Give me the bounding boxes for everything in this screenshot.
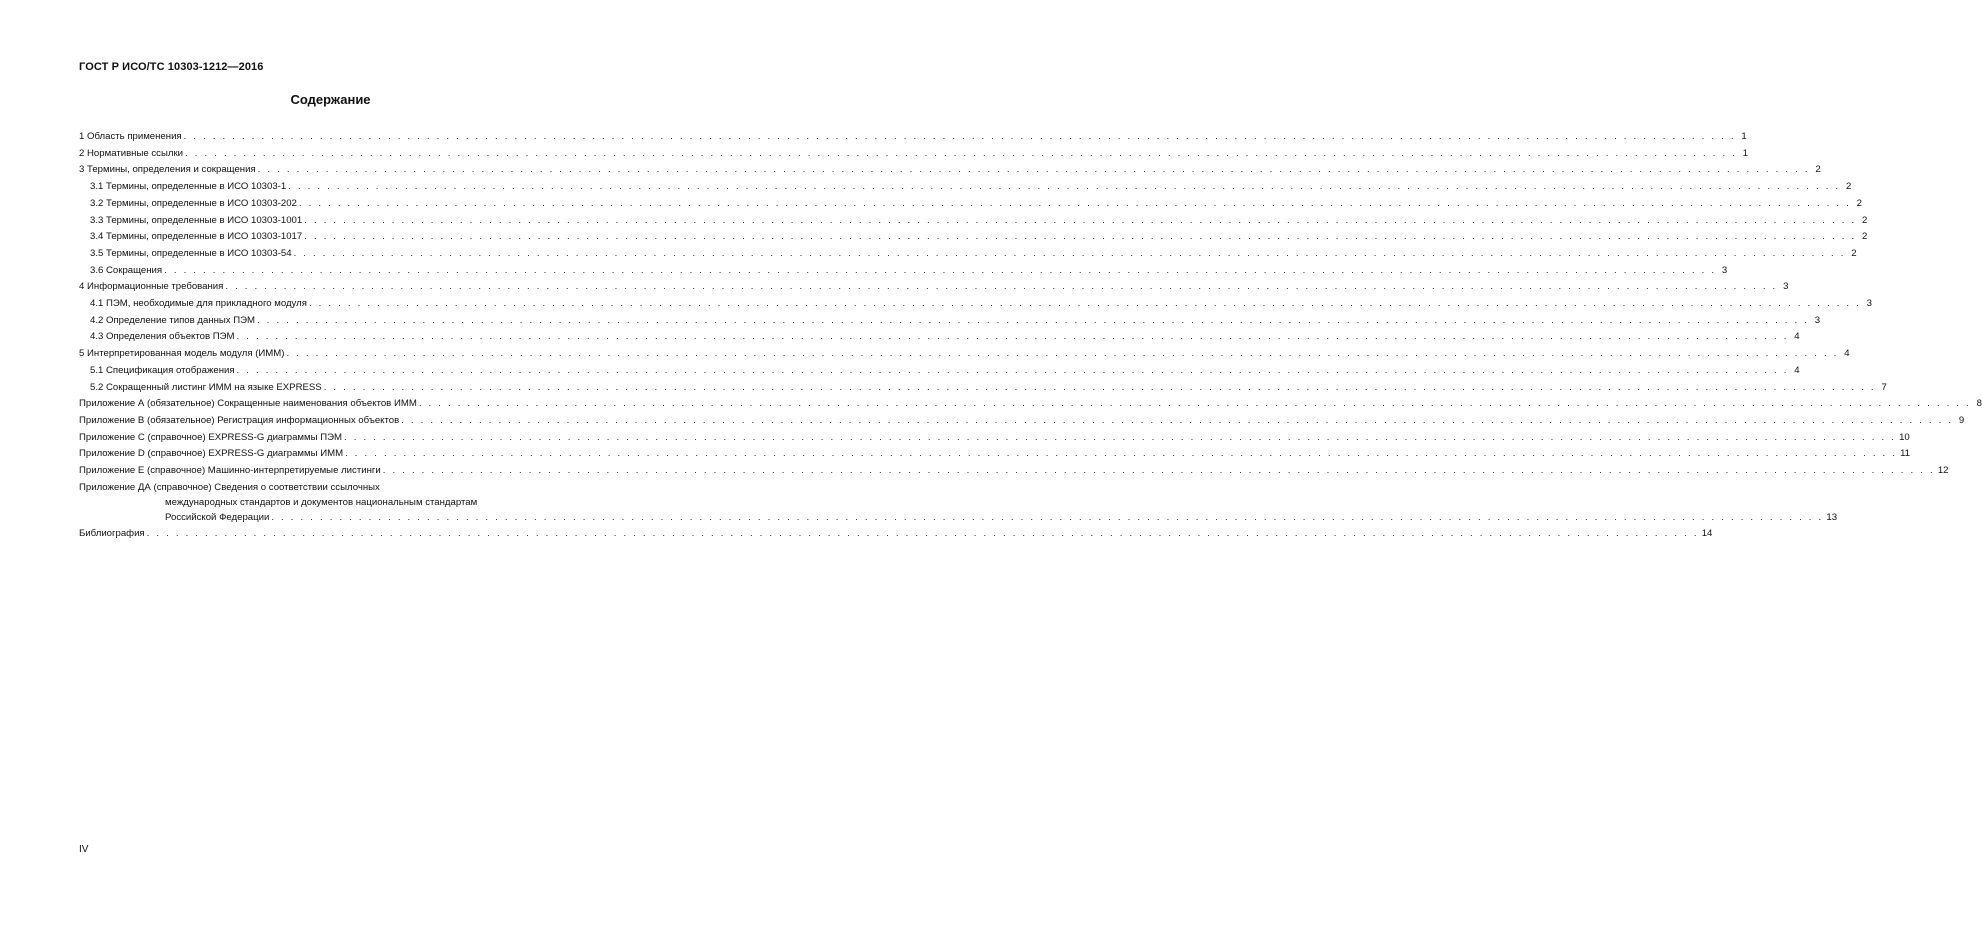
dot-leader: . . . . . . . . . . . . . . . . . . . . . . . . . . . . . . . . . . . . . . . . . . . . . . . . . . . . . . . . . . . . . . . . . . . . . . . . . . . . . . . . . . . . . . . . . . . . . . . . . . . . . . . . . . . . . . . . . . . . . . . . . . . . . . . . . . . . . . . . . . . . . . . . . . . . . . . . . . . . . . . . <box>304 231 1857 243</box>
toc-entry[interactable] <box>90 314 1821 328</box>
toc-entry[interactable] <box>79 163 1821 177</box>
toc-entry-page: 2 <box>1861 231 1868 243</box>
dot-leader: . . . . . . . . . . . . . . . . . . . . . . . . . . . . . . . . . . . . . . . . . . . . . . . . . . . . . . . . . . . . . . . . . . . . . . . . . . . . . . . . . . . . . . . . . . . . . . . . . . . . . . . . . . . . . . . . . . . . . . . . . . . . . . . . . . . . . . . . . . . . . . . . . . . . . . . . . . . . . . . . <box>225 281 1778 293</box>
toc-entry-label: 4 Информационные требования <box>79 281 224 293</box>
dot-leader: . . . . . . . . . . . . . . . . . . . . . . . . . . . . . . . . . . . . . . . . . . . . . . . . . . . . . . . . . . . . . . . . . . . . . . . . . . . . . . . . . . . . . . . . . . . . . . . . . . . . . . . . . . . . . . . . . . . . . . . . . . . . . . . . . . . . . . . . . . . . . . . . . . . . . . . . . . . . . . . . <box>271 511 1824 523</box>
toc-entry[interactable] <box>90 330 1800 344</box>
dot-leader: . . . . . . . . . . . . . . . . . . . . . . . . . . . . . . . . . . . . . . . . . . . . . . . . . . . . . . . . . . . . . . . . . . . . . . . . . . . . . . . . . . . . . . . . . . . . . . . . . . . . . . . . . . . . . . . . . . . . . . . . . . . . . . . . . . . . . . . . . . . . . . . . . . . . . . . . . . . . . . . . <box>183 131 1736 142</box>
toc-entry-label: Приложение А (обязательное) Сокращенные наименования объектов ИММ <box>79 398 417 410</box>
toc-entry-page: 4 <box>1794 331 1800 343</box>
toc-entry-page: 7 <box>1881 381 1887 393</box>
dot-leader: . . . . . . . . . . . . . . . . . . . . . . . . . . . . . . . . . . . . . . . . . . . . . . . . . . . . . . . . . . . . . . . . . . . . . . . . . . . . . . . . . . . . . . . . . . . . . . . . . . . . . . . . . . . . . . . . . . . . . . . . . . . . . . . . . . . . . . . . . . . . . . . . . . . . . . . . . . . . . . . . <box>286 348 1839 360</box>
dot-leader: . . . . . . . . . . . . . . . . . . . . . . . . . . . . . . . . . . . . . . . . . . . . . . . . . . . . . . . . . . . . . . . . . . . . . . . . . . . . . . . . . . . . . . . . . . . . . . . . . . . . . . . . . . . . . . . . . . . . . . . . . . . . . . . . . . . . . . . . . . . . . . . . . . . . . . . . . . . . . . . . <box>298 197 1851 209</box>
toc-entry[interactable] <box>79 431 1910 445</box>
toc-entry-label: Российской Федерации <box>165 511 270 523</box>
toc-entry[interactable] <box>90 197 1862 211</box>
toc-entry-label: 2 Нормативные ссылки <box>79 147 184 159</box>
dot-leader: . . . . . . . . . . . . . . . . . . . . . . . . . . . . . . . . . . . . . . . . . . . . . . . . . . . . . . . . . . . . . . . . . . . . . . . . . . . . . . . . . . . . . . . . . . . . . . . . . . . . . . . . . . . . . . . . . . . . . . . . . . . . . . . . . . . . . . . . . . . . . . . . . . . . . . . . . . . . . . . . <box>185 147 1738 159</box>
toc-entry-page: 2 <box>1845 181 1852 193</box>
toc-entry-page: 2 <box>1856 197 1862 209</box>
toc-entry-page: 12 <box>1937 465 1949 476</box>
toc-entry-label: Приложение С (справочное) EXPRESS-G диаграммы ПЭМ <box>79 431 342 443</box>
toc-entry-label: 4.3 Определения объектов ПЭМ <box>90 331 235 343</box>
toc-entry-page: 3 <box>1721 264 1728 276</box>
toc-entry-page: 11 <box>1900 448 1911 460</box>
toc-entry-page: 4 <box>1794 364 1800 376</box>
toc-entry[interactable] <box>90 297 1873 311</box>
toc-entry-bibliography[interactable] <box>79 527 1713 541</box>
toc-entry-page: 13 <box>1826 511 1838 523</box>
toc-entry[interactable] <box>79 464 1949 478</box>
toc-entry-label: 4.1 ПЭМ, необходимые для прикладного модуля <box>90 298 307 309</box>
toc-entry[interactable] <box>79 280 1789 294</box>
toc-entry-label: 3.5 Термины, определенные в ИСО 10303-54 <box>90 247 292 259</box>
toc-entry-label: 5 Интерпретированная модель модуля (ИММ) <box>79 348 285 360</box>
toc-entry-page: 3 <box>1783 281 1789 293</box>
toc-entry-label: 3.2 Термины, определенные в ИСО 10303-202 <box>90 197 297 209</box>
dot-leader: . . . . . . . . . . . . . . . . . . . . . . . . . . . . . . . . . . . . . . . . . . . . . . . . . . . . . . . . . . . . . . . . . . . . . . . . . . . . . . . . . . . . . . . . . . . . . . . . . . . . . . . . . . . . . . . . . . . . . . . . . . . . . . . . . . . . . . . . . . . . . . . . . . . . . . . . . . . . . . . . <box>401 414 1954 426</box>
toc-entry[interactable] <box>90 364 1800 378</box>
toc-entry-page: 1 <box>1741 131 1747 142</box>
toc-entry[interactable] <box>79 397 1982 411</box>
toc-entry-label: Приложение Е (справочное) Машинно-интерпретируемые листинги <box>79 465 381 476</box>
toc-entry-page: 10 <box>1899 431 1910 443</box>
toc-entry-page: 2 <box>1815 164 1821 176</box>
dot-leader: . . . . . . . . . . . . . . . . . . . . . . . . . . . . . . . . . . . . . . . . . . . . . . . . . . . . . . . . . . . . . . . . . . . . . . . . . . . . . . . . . . . . . . . . . . . . . . . . . . . . . . . . . . . . . . . . . . . . . . . . . . . . . . . . . . . . . . . . . . . . . . . . . . . . . . . . . . . . . . . . <box>308 298 1862 309</box>
toc-entry-page: 2 <box>1861 214 1868 226</box>
dot-leader: . . . . . . . . . . . . . . . . . . . . . . . . . . . . . . . . . . . . . . . . . . . . . . . . . . . . . . . . . . . . . . . . . . . . . . . . . . . . . . . . . . . . . . . . . . . . . . . . . . . . . . . . . . . . . . . . . . . . . . . . . . . . . . . . . . . . . . . . . . . . . . . . . . . . . . . . . . . . . . . . <box>323 381 1876 393</box>
toc-entry-page: 14 <box>1701 528 1713 540</box>
dot-leader: . . . . . . . . . . . . . . . . . . . . . . . . . . . . . . . . . . . . . . . . . . . . . . . . . . . . . . . . . . . . . . . . . . . . . . . . . . . . . . . . . . . . . . . . . . . . . . . . . . . . . . . . . . . . . . . . . . . . . . . . . . . . . . . . . . . . . . . . . . . . . . . . . . . . . . . . . . . . . . . . <box>343 431 1897 443</box>
toc-entry[interactable] <box>90 180 1852 194</box>
toc-entry[interactable] <box>90 264 1728 278</box>
toc-entry-label: 3.3 Термины, определенные в ИСО 10303-1001 <box>90 214 303 226</box>
toc-entry-label: Библиография <box>79 528 145 540</box>
toc-entry-label: 3 Термины, определения и сокращения <box>79 164 256 176</box>
page-title: Содержание <box>290 92 371 107</box>
toc-entry-page: 1 <box>1742 147 1749 159</box>
dot-leader: . . . . . . . . . . . . . . . . . . . . . . . . . . . . . . . . . . . . . . . . . . . . . . . . . . . . . . . . . . . . . . . . . . . . . . . . . . . . . . . . . . . . . . . . . . . . . . . . . . . . . . . . . . . . . . . . . . . . . . . . . . . . . . . . . . . . . . . . . . . . . . . . . . . . . . . . . . . . . . . . <box>236 364 1789 376</box>
toc-entry[interactable] <box>79 447 1911 461</box>
toc-entry-annex-da-line2: международных стандартов и документов национальным стандартам <box>165 496 478 508</box>
toc-entry-page: 4 <box>1844 348 1850 360</box>
toc-entry[interactable] <box>90 381 1887 395</box>
toc-entry-label: Приложение В (обязательное) Регистрация информационных объектов <box>79 414 400 426</box>
toc-entry-label: 4.2 Определение типов данных ПЭМ <box>90 314 256 326</box>
toc-entry-page: 2 <box>1851 247 1857 259</box>
toc-entry-label: 3.6 Сокращения <box>90 264 163 276</box>
toc-entry-page: 3 <box>1814 314 1821 326</box>
toc-entry-label: Приложение D (справочное) EXPRESS-G диаграммы ИММ <box>79 448 344 460</box>
toc-entry-label: 3.4 Термины, определенные в ИСО 10303-1017 <box>90 231 303 243</box>
toc-entry-label: 5.2 Сокращенный листинг ИММ на языке EXPRESS <box>90 381 322 393</box>
toc-entry-page: 8 <box>1976 398 1982 410</box>
toc-entry-page: 9 <box>1958 414 1965 426</box>
toc-entry[interactable] <box>79 147 1749 161</box>
dot-leader: . . . . . . . . . . . . . . . . . . . . . . . . . . . . . . . . . . . . . . . . . . . . . . . . . . . . . . . . . . . . . . . . . . . . . . . . . . . . . . . . . . . . . . . . . . . . . . . . . . . . . . . . . . . . . . . . . . . . . . . . . . . . . . . . . . . . . . . . . . . . . . . . . . . . . . . . . . . . . . . . <box>146 528 1699 540</box>
toc-entry[interactable] <box>79 130 1747 144</box>
toc-entry[interactable] <box>90 230 1868 244</box>
toc-entry-page: 3 <box>1866 298 1873 309</box>
dot-leader: . . . . . . . . . . . . . . . . . . . . . . . . . . . . . . . . . . . . . . . . . . . . . . . . . . . . . . . . . . . . . . . . . . . . . . . . . . . . . . . . . . . . . . . . . . . . . . . . . . . . . . . . . . . . . . . . . . . . . . . . . . . . . . . . . . . . . . . . . . . . . . . . . . . . . . . . . . . . . . . . <box>236 331 1789 343</box>
dot-leader: . . . . . . . . . . . . . . . . . . . . . . . . . . . . . . . . . . . . . . . . . . . . . . . . . . . . . . . . . . . . . . . . . . . . . . . . . . . . . . . . . . . . . . . . . . . . . . . . . . . . . . . . . . . . . . . . . . . . . . . . . . . . . . . . . . . . . . . . . . . . . . . . . . . . . . . . . . . . . . . . <box>418 398 1971 410</box>
toc-entry-annex-da-line3[interactable] <box>165 511 1838 525</box>
toc-entry-annex-da-line1[interactable]: Приложение ДА (справочное) Сведения о соответствии ссылочных <box>79 481 380 493</box>
dot-leader: . . . . . . . . . . . . . . . . . . . . . . . . . . . . . . . . . . . . . . . . . . . . . . . . . . . . . . . . . . . . . . . . . . . . . . . . . . . . . . . . . . . . . . . . . . . . . . . . . . . . . . . . . . . . . . . . . . . . . . . . . . . . . . . . . . . . . . . . . . . . . . . . . . . . . . . . . . . . . . . . <box>164 264 1717 276</box>
toc-entry-label: 3.1 Термины, определенные в ИСО 10303-1 <box>90 181 287 193</box>
dot-leader: . . . . . . . . . . . . . . . . . . . . . . . . . . . . . . . . . . . . . . . . . . . . . . . . . . . . . . . . . . . . . . . . . . . . . . . . . . . . . . . . . . . . . . . . . . . . . . . . . . . . . . . . . . . . . . . . . . . . . . . . . . . . . . . . . . . . . . . . . . . . . . . . . . . . . . . . . . . . . . . . <box>382 465 1935 476</box>
dot-leader: . . . . . . . . . . . . . . . . . . . . . . . . . . . . . . . . . . . . . . . . . . . . . . . . . . . . . . . . . . . . . . . . . . . . . . . . . . . . . . . . . . . . . . . . . . . . . . . . . . . . . . . . . . . . . . . . . . . . . . . . . . . . . . . . . . . . . . . . . . . . . . . . . . . . . . . . . . . . . . . . <box>293 247 1846 259</box>
document-header: ГОСТ Р ИСО/ТС 10303-1212—2016 <box>79 61 264 73</box>
dot-leader: . . . . . . . . . . . . . . . . . . . . . . . . . . . . . . . . . . . . . . . . . . . . . . . . . . . . . . . . . . . . . . . . . . . . . . . . . . . . . . . . . . . . . . . . . . . . . . . . . . . . . . . . . . . . . . . . . . . . . . . . . . . . . . . . . . . . . . . . . . . . . . . . . . . . . . . . . . . . . . . . <box>257 314 1810 326</box>
toc-entry[interactable] <box>79 414 1965 428</box>
page-number: IV <box>79 844 89 855</box>
dot-leader: . . . . . . . . . . . . . . . . . . . . . . . . . . . . . . . . . . . . . . . . . . . . . . . . . . . . . . . . . . . . . . . . . . . . . . . . . . . . . . . . . . . . . . . . . . . . . . . . . . . . . . . . . . . . . . . . . . . . . . . . . . . . . . . . . . . . . . . . . . . . . . . . . . . . . . . . . . . . . . . . <box>345 448 1898 460</box>
toc-entry[interactable] <box>90 214 1868 228</box>
toc-entry-label: 1 Область применения <box>79 131 182 142</box>
dot-leader: . . . . . . . . . . . . . . . . . . . . . . . . . . . . . . . . . . . . . . . . . . . . . . . . . . . . . . . . . . . . . . . . . . . . . . . . . . . . . . . . . . . . . . . . . . . . . . . . . . . . . . . . . . . . . . . . . . . . . . . . . . . . . . . . . . . . . . . . . . . . . . . . . . . . . . . . . . . . . . . . <box>257 164 1810 176</box>
toc-entry[interactable] <box>79 347 1850 361</box>
toc-entry-label: 5.1 Спецификация отображения <box>90 364 235 376</box>
toc-entry[interactable] <box>90 247 1857 261</box>
dot-leader: . . . . . . . . . . . . . . . . . . . . . . . . . . . . . . . . . . . . . . . . . . . . . . . . . . . . . . . . . . . . . . . . . . . . . . . . . . . . . . . . . . . . . . . . . . . . . . . . . . . . . . . . . . . . . . . . . . . . . . . . . . . . . . . . . . . . . . . . . . . . . . . . . . . . . . . . . . . . . . . . <box>288 181 1841 193</box>
dot-leader: . . . . . . . . . . . . . . . . . . . . . . . . . . . . . . . . . . . . . . . . . . . . . . . . . . . . . . . . . . . . . . . . . . . . . . . . . . . . . . . . . . . . . . . . . . . . . . . . . . . . . . . . . . . . . . . . . . . . . . . . . . . . . . . . . . . . . . . . . . . . . . . . . . . . . . . . . . . . . . . . <box>304 214 1857 226</box>
